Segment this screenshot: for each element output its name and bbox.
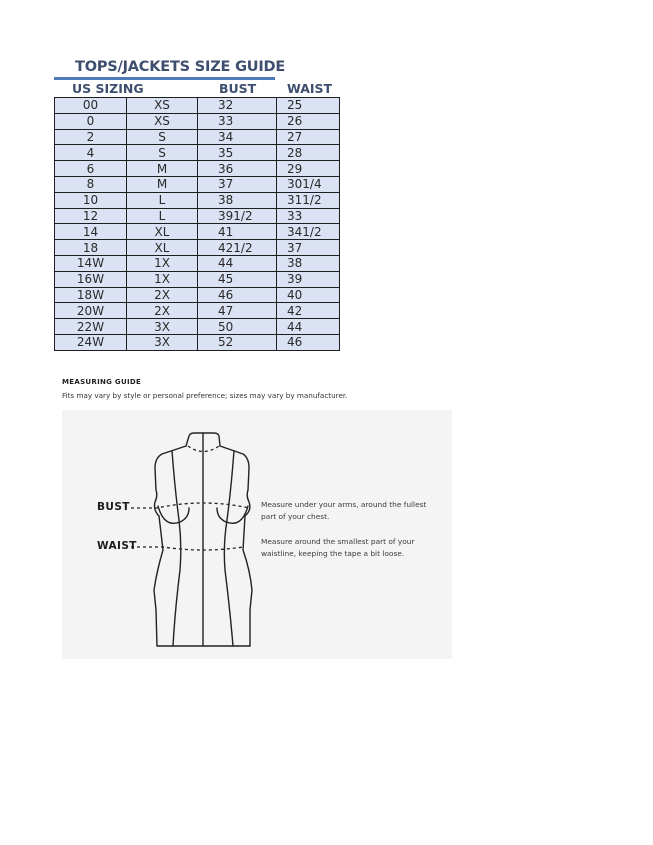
cell-waist: 27 xyxy=(277,129,340,145)
size-guide-title: TOPS/JACKETS SIZE GUIDE xyxy=(75,59,286,75)
cell-waist: 25 xyxy=(277,98,340,114)
bust-label: BUST xyxy=(97,501,130,513)
cell-letter-size: XL xyxy=(127,240,198,256)
cell-waist: 301/4 xyxy=(277,176,340,192)
cell-bust: 50 xyxy=(198,319,277,335)
cell-letter-size: M xyxy=(127,176,198,192)
cell-bust: 47 xyxy=(198,303,277,319)
cell-waist: 33 xyxy=(277,208,340,224)
size-row xyxy=(55,319,340,335)
header-us-sizing: US SIZING xyxy=(72,81,144,96)
cell-waist: 38 xyxy=(277,255,340,271)
cell-letter-size: L xyxy=(127,192,198,208)
cell-us-size: 10 xyxy=(55,192,127,208)
size-row xyxy=(55,176,340,192)
cell-us-size: 12 xyxy=(55,208,127,224)
cell-bust: 34 xyxy=(198,129,277,145)
cell-waist: 341/2 xyxy=(277,224,340,240)
cell-us-size: 22W xyxy=(55,319,127,335)
cell-us-size: 20W xyxy=(55,303,127,319)
cell-letter-size: S xyxy=(127,145,198,161)
cell-waist: 37 xyxy=(277,240,340,256)
cell-us-size: 14W xyxy=(55,255,127,271)
measuring-figure xyxy=(62,410,452,659)
cell-us-size: 24W xyxy=(55,334,127,350)
cell-letter-size: 3X xyxy=(127,334,198,350)
cell-bust: 46 xyxy=(198,287,277,303)
cell-letter-size: S xyxy=(127,129,198,145)
cell-bust: 38 xyxy=(198,192,277,208)
cell-waist: 44 xyxy=(277,319,340,335)
size-row xyxy=(55,145,340,161)
waist-instructions: Measure around the smallest part of your waistline, keeping the tape a bit loose. xyxy=(261,537,415,558)
cell-bust: 391/2 xyxy=(198,208,277,224)
bust-instructions: Measure under your arms, around the fullest part of your chest. xyxy=(261,500,427,521)
right-cup xyxy=(217,506,248,523)
cell-letter-size: 2X xyxy=(127,287,198,303)
size-row xyxy=(55,161,340,177)
cell-bust: 36 xyxy=(198,161,277,177)
header-bust: BUST xyxy=(219,81,257,96)
cell-bust: 421/2 xyxy=(198,240,277,256)
cell-letter-size: L xyxy=(127,208,198,224)
cell-us-size: 6 xyxy=(55,161,127,177)
cell-waist: 28 xyxy=(277,145,340,161)
cell-bust: 35 xyxy=(198,145,277,161)
header-waist: WAIST xyxy=(287,81,333,96)
cell-bust: 32 xyxy=(198,98,277,114)
size-row xyxy=(55,303,340,319)
cell-bust: 33 xyxy=(198,113,277,129)
cell-waist: 29 xyxy=(277,161,340,177)
title-underline xyxy=(54,77,275,80)
cell-us-size: 8 xyxy=(55,176,127,192)
cell-waist: 40 xyxy=(277,287,340,303)
size-table xyxy=(54,97,340,351)
cell-us-size: 0 xyxy=(55,113,127,129)
measuring-guide-title: MEASURING GUIDE xyxy=(62,378,142,386)
size-row xyxy=(55,271,340,287)
cell-us-size: 14 xyxy=(55,224,127,240)
cell-letter-size: XS xyxy=(127,113,198,129)
cell-us-size: 2 xyxy=(55,129,127,145)
size-row xyxy=(55,287,340,303)
cell-letter-size: XL xyxy=(127,224,198,240)
cell-us-size: 18 xyxy=(55,240,127,256)
cell-us-size: 4 xyxy=(55,145,127,161)
size-row xyxy=(55,240,340,256)
cell-bust: 44 xyxy=(198,255,277,271)
size-row xyxy=(55,255,340,271)
left-cup xyxy=(158,506,189,523)
size-row xyxy=(55,129,340,145)
size-row xyxy=(55,224,340,240)
cell-letter-size: XS xyxy=(127,98,198,114)
cell-us-size: 18W xyxy=(55,287,127,303)
cell-bust: 52 xyxy=(198,334,277,350)
cell-letter-size: 2X xyxy=(127,303,198,319)
size-row xyxy=(55,98,340,114)
size-row xyxy=(55,192,340,208)
size-row xyxy=(55,334,340,350)
size-row xyxy=(55,208,340,224)
measuring-guide-subtitle: Fits may vary by style or personal preference; sizes may vary by manufacturer. xyxy=(62,391,348,400)
cell-waist: 42 xyxy=(277,303,340,319)
cell-waist: 311/2 xyxy=(277,192,340,208)
waist-label: WAIST xyxy=(97,540,137,552)
cell-letter-size: 3X xyxy=(127,319,198,335)
cell-bust: 45 xyxy=(198,271,277,287)
cell-us-size: 00 xyxy=(55,98,127,114)
cell-bust: 41 xyxy=(198,224,277,240)
cell-waist: 26 xyxy=(277,113,340,129)
dress-form-illustration xyxy=(62,410,452,659)
cell-us-size: 16W xyxy=(55,271,127,287)
cell-letter-size: M xyxy=(127,161,198,177)
cell-bust: 37 xyxy=(198,176,277,192)
cell-waist: 39 xyxy=(277,271,340,287)
bust-dashed-line xyxy=(131,503,249,508)
cell-letter-size: 1X xyxy=(127,271,198,287)
cell-letter-size: 1X xyxy=(127,255,198,271)
size-row xyxy=(55,113,340,129)
waist-dashed-line xyxy=(131,547,243,550)
cell-waist: 46 xyxy=(277,334,340,350)
